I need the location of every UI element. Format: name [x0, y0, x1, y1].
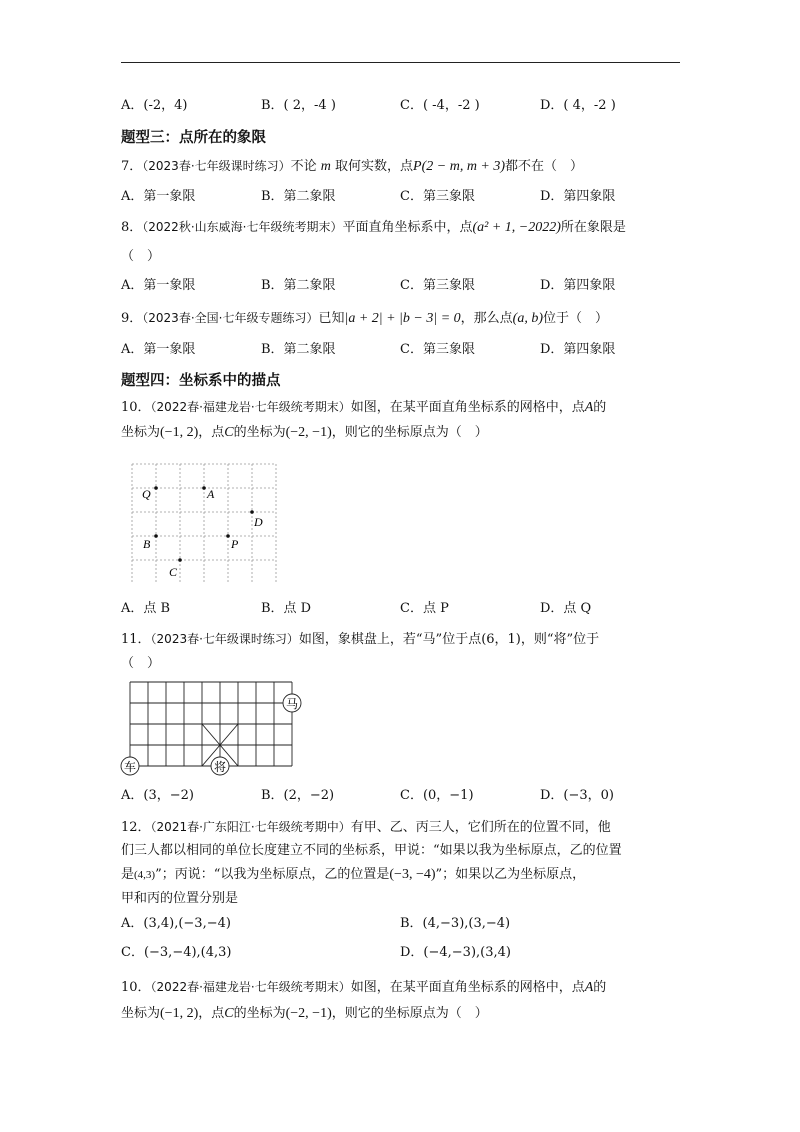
q10-option-d: D．点 Q [540, 601, 592, 616]
q12-line1: 有甲、乙、丙三人，它们所在的位置不同，他 [350, 820, 611, 835]
q8-stem-cont: （ ） [121, 249, 161, 264]
q10-number: 10． [121, 400, 151, 415]
q12-option-a: A．(3,4),(−3,−4) [121, 916, 231, 931]
q11-option-a: A．(3，−2) [121, 788, 194, 803]
q6-option-d: D．( 4，-2 ) [540, 98, 616, 113]
q10-var-c: C [224, 425, 234, 440]
q8-expression: (a² + 1, −2022) [472, 220, 561, 235]
point-d-dot [250, 510, 254, 514]
chariot-piece [121, 757, 139, 775]
q10-coord-c: (−2, −1) [285, 425, 332, 440]
q12-stem-line1 [121, 818, 611, 837]
general-piece [211, 757, 229, 775]
q7-stem [121, 157, 583, 176]
q10-text-d: ，点 [198, 425, 225, 440]
q12-coord-1: (4,3) [134, 869, 156, 881]
q10r-number: 10． [121, 980, 151, 995]
header-rule [121, 62, 680, 63]
point-a-label: A [207, 487, 215, 501]
q10r-var-a: A [584, 980, 594, 995]
q11-stem [121, 630, 599, 649]
q10-text-e: 的坐标为 [233, 425, 286, 440]
q10r-var-c: C [224, 1006, 234, 1021]
q7-option-a: A．第一象限 [121, 189, 196, 204]
q7-option-b: B．第二象限 [261, 189, 336, 204]
q8-stem [121, 218, 626, 237]
q8-text-b: 所在象限是 [560, 220, 626, 235]
q9-option-b: B．第二象限 [261, 342, 336, 357]
q8-source: （2022秋·山东威海·七年级统考期末） [142, 220, 343, 234]
q12-number: 12． [121, 820, 151, 835]
q7-source: （2023春·七年级课时练习） [142, 159, 291, 173]
q10-stem-line1 [121, 398, 606, 417]
chariot-label: 车 [123, 760, 137, 774]
q9-point: (a, b) [512, 311, 543, 326]
point-c-dot [178, 558, 182, 562]
q10-text-a: 如图，在某平面直角坐标系的网格中，点 [350, 400, 585, 415]
q6-option-b: B．( 2，-4 ) [261, 98, 336, 113]
q12-stem-line2: 们三人都以相同的单位长度建立不同的坐标系，甲说：“如果以我为坐标原点，乙的位置 [121, 843, 622, 858]
q7-var-m: m [320, 159, 331, 174]
point-b-dot [154, 534, 158, 538]
q6-option-a: A．(-2，4) [121, 98, 188, 113]
horse-piece [283, 694, 301, 712]
q11-option-c: C．(0，−1) [400, 788, 474, 803]
point-q-label: Q [142, 487, 151, 501]
q11-text-a: 如图，象棋盘上，若“马”位于点(6，1)，则“将”位于 [298, 632, 600, 647]
q12-option-d: D．(−4,−3),(3,4) [400, 945, 511, 960]
point-q-dot [154, 486, 158, 490]
q12-source: （2021春·广东阳江·七年级统考期中） [150, 820, 351, 834]
q10r-stem-line2 [121, 1005, 488, 1023]
q7-text-c: 都不在（ ） [505, 159, 584, 174]
q10r-coord-c: (−2, −1) [285, 1006, 332, 1021]
q11-option-b: B．(2，−2) [261, 788, 335, 803]
q7-expression: P(2 − m, m + 3) [413, 159, 506, 174]
q12-coord-2: (−3, −4) [389, 867, 436, 882]
q7-text-a: 不论 [290, 159, 321, 174]
q8-text-a: 平面直角坐标系中，点 [342, 220, 473, 235]
q10r-text-b: 的 [593, 980, 607, 995]
q10-option-a: A．点 B [121, 601, 171, 616]
q12-stem-line3 [121, 866, 585, 884]
q9-expression: |a + 2| + |b − 3| = 0 [344, 311, 461, 326]
q10r-source: （2022春·福建龙岩·七年级统考期末） [150, 980, 351, 994]
q9-source: （2023春·全国·七年级专题练习） [142, 311, 319, 325]
q10r-text-f: ，则它的坐标原点为（ ） [331, 1006, 488, 1021]
q7-option-d: D．第四象限 [540, 189, 616, 204]
q10-text-c: 坐标为 [121, 425, 161, 440]
point-p-dot [226, 534, 230, 538]
q8-option-c: C．第三象限 [400, 278, 475, 293]
q10-text-b: 的 [593, 400, 607, 415]
q9-text-b: ，那么点 [460, 311, 513, 326]
q10r-text-e: 的坐标为 [233, 1006, 286, 1021]
q7-text-b: 取何实数，点 [330, 159, 414, 174]
q10-coord-a: (−1, 2) [160, 425, 199, 440]
q11-source: （2023春·七年级课时练习） [150, 632, 299, 646]
q9-option-d: D．第四象限 [540, 342, 616, 357]
q8-option-d: D．第四象限 [540, 278, 616, 293]
q10r-stem-line1 [121, 978, 606, 997]
q7-option-c: C．第三象限 [400, 189, 475, 204]
horse-label: 马 [285, 697, 299, 711]
q12-line3-b: ”；丙说：“以我为坐标原点，乙的位置是 [155, 867, 390, 882]
q10-source: （2022春·福建龙岩·七年级统考期末） [150, 400, 351, 414]
q8-option-a: A．第一象限 [121, 278, 196, 293]
q9-stem [121, 309, 608, 328]
section3-heading: 题型三：点所在的象限 [121, 130, 266, 146]
point-d-label: D [254, 515, 263, 529]
q9-option-a: A．第一象限 [121, 342, 196, 357]
q6-option-c: C．( -4，-2 ) [400, 98, 480, 113]
q10r-text-d: ，点 [198, 1006, 225, 1021]
point-a-dot [202, 486, 206, 490]
q10-var-a: A [584, 400, 594, 415]
point-p-label: P [231, 537, 239, 551]
section4-heading: 题型四：坐标系中的描点 [121, 373, 281, 389]
q10r-text-a: 如图，在某平面直角坐标系的网格中，点 [350, 980, 585, 995]
q10r-coord-a: (−1, 2) [160, 1006, 199, 1021]
q12-line3-a: 是 [121, 867, 135, 882]
q12-line3-c: ”；如果以乙为坐标原点， [435, 867, 586, 882]
q7-number: 7． [121, 159, 143, 174]
general-label: 将 [213, 760, 227, 774]
q12-option-c: C．(−3,−4),(4,3) [121, 945, 232, 960]
q10-stem-line2 [121, 424, 488, 442]
q11-number: 11． [121, 632, 151, 647]
q12-option-b: B．(4,−3),(3,−4) [400, 916, 511, 931]
q10r-text-c: 坐标为 [121, 1006, 161, 1021]
q11-chessboard-figure [116, 678, 316, 778]
q11-stem-cont: （ ） [121, 656, 161, 671]
q10-option-b: B．点 D [261, 601, 312, 616]
point-b-label: B [143, 537, 151, 551]
q10-text-f: ，则它的坐标原点为（ ） [331, 425, 488, 440]
q9-number: 9． [121, 311, 143, 326]
q9-text-a: 已知 [318, 311, 345, 326]
q12-stem-line4: 甲和丙的位置分别是 [121, 891, 239, 906]
point-c-label: C [169, 565, 178, 579]
q9-text-c: 位于（ ） [543, 311, 609, 326]
q8-option-b: B．第二象限 [261, 278, 336, 293]
q11-option-d: D．(−3，0) [540, 788, 615, 803]
q10-grid-figure [131, 463, 281, 583]
q9-option-c: C．第三象限 [400, 342, 475, 357]
q8-number: 8． [121, 220, 143, 235]
q10-option-c: C．点 P [400, 601, 449, 616]
